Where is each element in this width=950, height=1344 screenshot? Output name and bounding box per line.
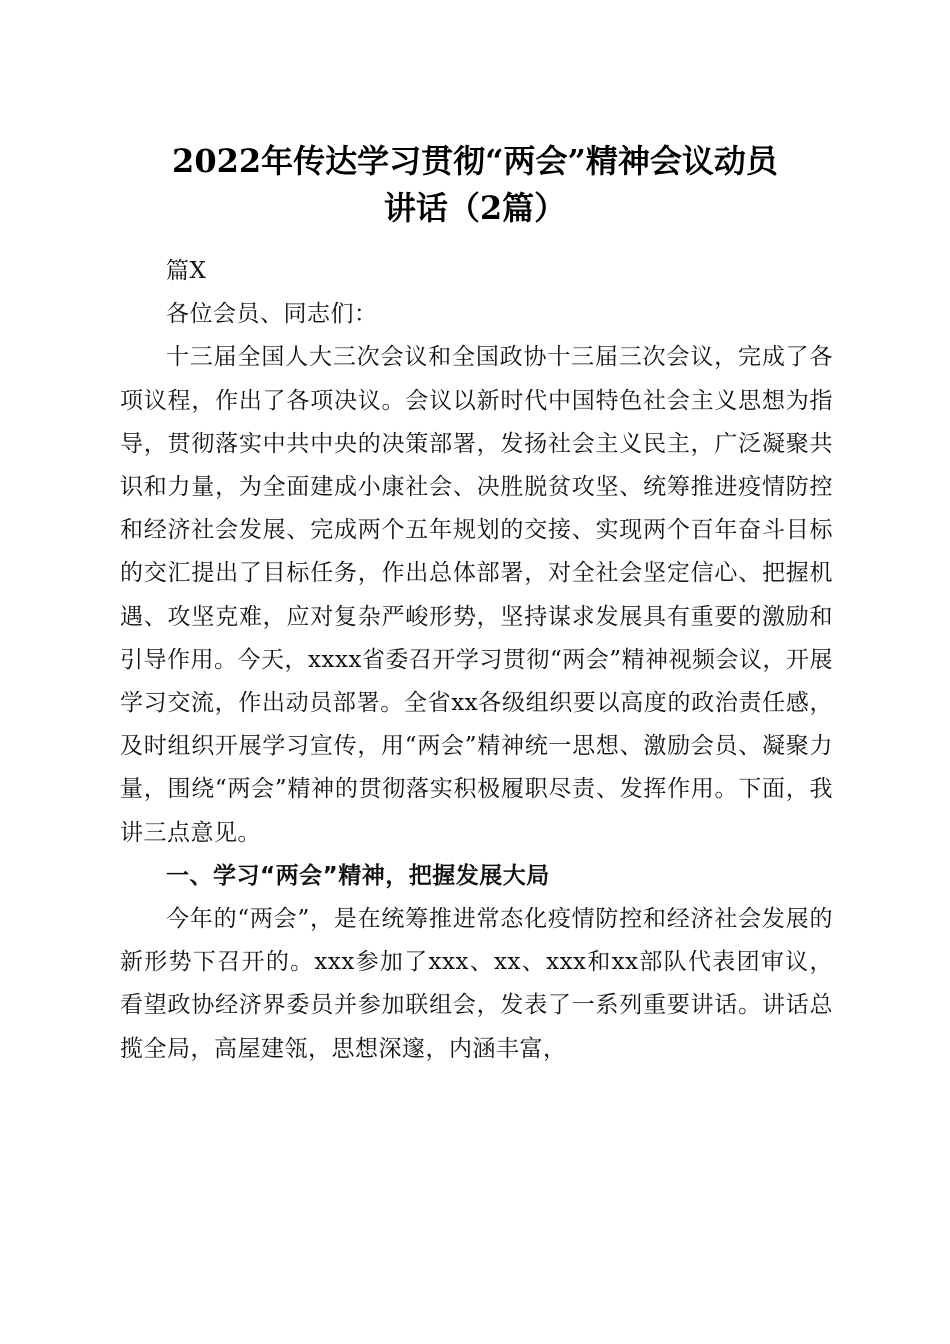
title-line-1: 2022年传达学习贯彻“两会”精神会议动员: [172, 142, 778, 180]
section-label: 篇X: [166, 258, 207, 284]
body-paragraph-2: 今年的“两会”，是在统筹推进常态化疫情防控和经济社会发展的新形势下召开的。xxx参加了xxx、xx、xxx和xx部队代表团审议，看望政协经济界委员并参加联组会，发表了一系列重要讲话。讲话总揽全局，高屋建瓴，思想深邃，内涵丰富，: [120, 906, 833, 1062]
title-line-2: 讲话（2篇）: [383, 189, 567, 227]
salutation: 各位会员、同志们：: [166, 301, 378, 328]
document-body: [120, 250, 833, 1071]
body-paragraph-1: 十三届全国人大三次会议和全国政协十三届三次会议，完成了各项议程，作出了各项决议。会议以新时代中国特色社会主义思想为指导，贯彻落实中共中央的决策部署，发扬社会主义民主，广泛凝聚共识和力量，为全面建成小康社会、决胜脱贫攻坚、统筹推进疫情防控和经济社会发展、完成两个五年规划的交接、实现两个百年奋斗目标的交汇提出了目标任务，作出总体部署，对全社会坚定信心、把握机遇、攻坚克难，应对复杂严峻形势，坚持谋求发展具有重要的激励和引导作用。今天，xxxx省委召开学习贯彻“两会”精神视频会议，开展学习交流，作出动员部署。全省xx各级组织要以高度的政治责任感，及时组织开展学习宣传，用“两会”精神统一思想、激励会员、凝聚力量，围绕“两会”精神的贯彻落实积极履职尽责、发挥作用。下面，我讲三点意见。: [120, 344, 833, 846]
section-heading-1: 一、学习“两会”精神，把握发展大局: [166, 862, 550, 889]
document-title: [110, 138, 840, 232]
